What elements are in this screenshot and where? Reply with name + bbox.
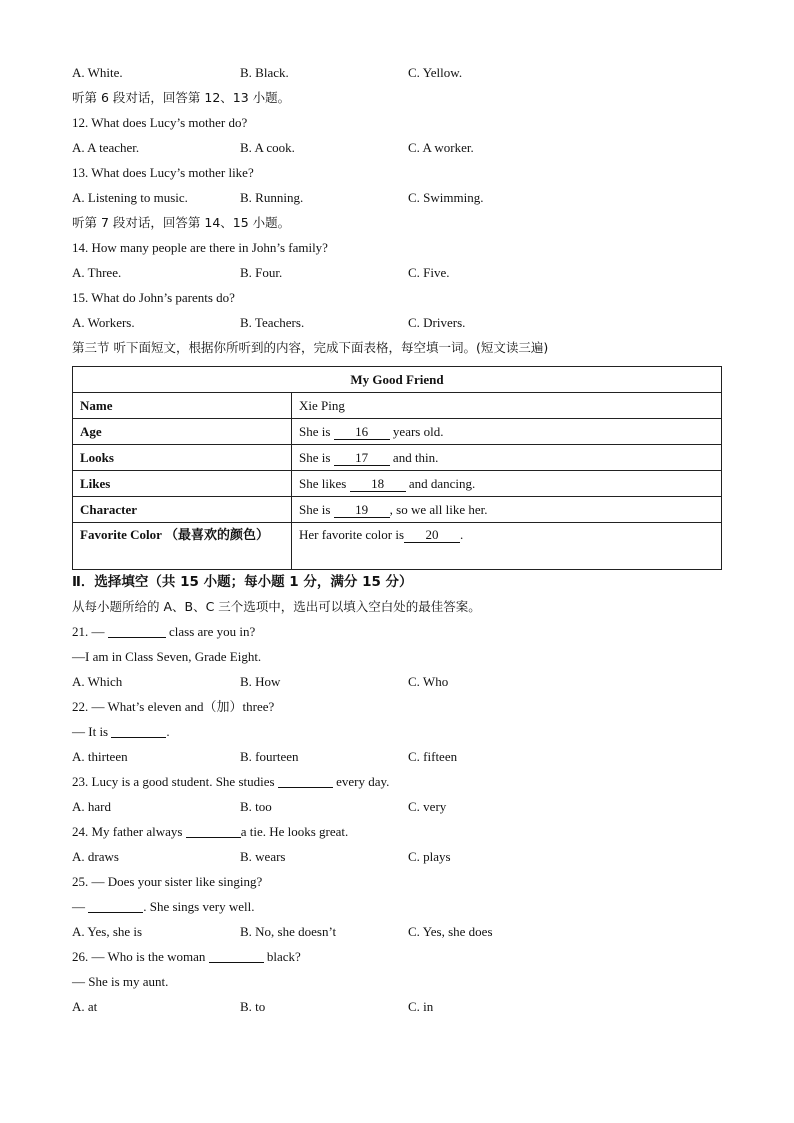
- row-value: [292, 419, 722, 445]
- option-c[interactable]: C. Swimming.: [408, 190, 484, 205]
- option-b[interactable]: B. Teachers.: [240, 315, 305, 330]
- option-c[interactable]: C. very: [408, 799, 447, 814]
- q26-options: [72, 998, 722, 1023]
- q13-text: 13. What does Lucy’s mother like?: [72, 165, 254, 180]
- row-text-post: and thin.: [389, 449, 439, 465]
- option-a[interactable]: A. Workers.: [72, 315, 135, 330]
- q15-text: 15. What do John’s parents do?: [72, 290, 235, 305]
- answer-blank[interactable]: [186, 823, 241, 838]
- option-a[interactable]: A. Yes, she is: [72, 924, 143, 939]
- row-text-pre: She is: [299, 501, 334, 517]
- section3-instruction: 第三节 听下面短文，根据你所听到的内容，完成下面表格，每空填一词。(短文读三遍): [72, 340, 549, 355]
- section2-title: Ⅱ．选择填空（共 15 小题；每小题 1 分，满分 15 分）: [72, 574, 413, 590]
- option-c[interactable]: C. Drivers.: [408, 315, 466, 330]
- row-text-pre: Her favorite color is: [299, 527, 405, 542]
- option-c[interactable]: C. Yes, she does: [408, 924, 493, 939]
- q12-text: 12. What does Lucy’s mother do?: [72, 115, 248, 130]
- q22-line2-pre: — It is: [72, 724, 112, 739]
- blank-20[interactable]: 20: [404, 528, 460, 543]
- option-a[interactable]: A. at: [72, 999, 98, 1014]
- table-row: [73, 471, 722, 497]
- q23-pre: 23. Lucy is a good student. She studies: [72, 774, 278, 789]
- q25-line2-pre: —: [72, 899, 89, 914]
- option-b[interactable]: B. to: [240, 999, 266, 1014]
- option-a[interactable]: A. Listening to music.: [72, 190, 188, 205]
- q25-line2-post: . She sings very well.: [143, 899, 255, 914]
- row-label: Character: [73, 497, 292, 523]
- q26-pre: 26. — Who is the woman: [72, 949, 209, 964]
- table-row: [73, 523, 722, 570]
- option-b[interactable]: B. Black.: [240, 65, 289, 80]
- option-c[interactable]: C. A worker.: [408, 140, 474, 155]
- row-text: Xie Ping: [299, 397, 345, 413]
- row-label: Looks: [73, 445, 292, 471]
- option-a[interactable]: A. White.: [72, 65, 123, 80]
- q24-text: [72, 823, 722, 848]
- blank-19[interactable]: 19: [334, 503, 390, 518]
- row-value: [292, 393, 722, 419]
- q25-options: [72, 923, 722, 948]
- section2-instruction: 从每小题所给的 A、B、C 三个选项中，选出可以填入空白处的最佳答案。: [72, 599, 481, 614]
- q11-options: [72, 64, 722, 89]
- row-text-pre: She is: [299, 423, 334, 439]
- q21-post: class are you in?: [165, 624, 256, 639]
- q15-options: [72, 314, 722, 339]
- row-text-pre: She is: [299, 449, 334, 465]
- answer-blank[interactable]: [88, 898, 143, 913]
- row-label: Age: [73, 419, 292, 445]
- dialog7-instruction: 听第 7 段对话，回答第 14、15 小题。: [72, 215, 291, 230]
- q24-options: [72, 848, 722, 873]
- option-b[interactable]: B. wears: [240, 849, 286, 864]
- q23-post: every day.: [332, 774, 390, 789]
- option-b[interactable]: B. How: [240, 674, 281, 689]
- option-c[interactable]: C. in: [408, 999, 434, 1014]
- option-b[interactable]: B. Running.: [240, 190, 304, 205]
- option-b[interactable]: B. fourteen: [240, 749, 299, 764]
- q26-text: [72, 948, 722, 973]
- row-text-post: , so we all like her.: [389, 501, 488, 517]
- table-row: [73, 497, 722, 523]
- table-row: [73, 419, 722, 445]
- answer-blank[interactable]: [278, 773, 333, 788]
- q22-text: 22. — What’s eleven and（加）three?: [72, 699, 275, 714]
- answer-blank[interactable]: [108, 623, 166, 638]
- q25-text: 25. — Does your sister like singing?: [72, 874, 263, 889]
- q26-answer: — She is my aunt.: [72, 974, 169, 989]
- row-text-pre: She likes: [299, 475, 350, 491]
- row-text-post: .: [460, 527, 464, 542]
- good-friend-table: [72, 366, 722, 570]
- answer-blank[interactable]: [209, 948, 264, 963]
- q21-pre: 21. —: [72, 624, 108, 639]
- dialog6-instruction: 听第 6 段对话，回答第 12、13 小题。: [72, 90, 291, 105]
- table-row: [73, 445, 722, 471]
- option-c[interactable]: C. Five.: [408, 265, 450, 280]
- blank-17[interactable]: 17: [334, 451, 390, 466]
- option-a[interactable]: A. thirteen: [72, 749, 128, 764]
- q22-line2-post: .: [166, 724, 170, 739]
- option-a[interactable]: A. hard: [72, 799, 111, 814]
- q14-text: 14. How many people are there in John’s family?: [72, 240, 328, 255]
- blank-18[interactable]: 18: [350, 477, 406, 492]
- row-text-post: and dancing.: [405, 475, 476, 491]
- option-b[interactable]: B. Four.: [240, 265, 283, 280]
- row-label: Likes: [73, 471, 292, 497]
- row-value: [292, 523, 722, 570]
- q12-options: [72, 139, 722, 164]
- q24-post: a tie. He looks great.: [240, 824, 349, 839]
- q26-post: black?: [263, 949, 301, 964]
- page-content: [72, 64, 722, 1023]
- option-c[interactable]: C. Yellow.: [408, 65, 463, 80]
- q22-options: [72, 748, 722, 773]
- option-a[interactable]: A. draws: [72, 849, 119, 864]
- answer-blank[interactable]: [111, 723, 166, 738]
- option-a[interactable]: A. Three.: [72, 265, 122, 280]
- q21-options: [72, 673, 722, 698]
- q13-options: [72, 189, 722, 214]
- row-value: [292, 471, 722, 497]
- row-label: Name: [73, 393, 292, 419]
- blank-16[interactable]: 16: [334, 425, 390, 440]
- q21-answer: —I am in Class Seven, Grade Eight.: [72, 649, 262, 664]
- row-label: Favorite Color （最喜欢的颜色）: [73, 523, 292, 570]
- q21-text: [72, 623, 722, 648]
- q24-pre: 24. My father always: [72, 824, 186, 839]
- row-value: [292, 445, 722, 471]
- option-b[interactable]: B. too: [240, 799, 272, 814]
- q22-answer: [72, 723, 722, 748]
- table-title: My Good Friend: [73, 367, 722, 393]
- option-c[interactable]: C. fifteen: [408, 749, 458, 764]
- table-title-row: [73, 367, 722, 393]
- q14-options: [72, 264, 722, 289]
- row-text-post: years old.: [389, 423, 444, 439]
- option-a[interactable]: A. A teacher.: [72, 140, 140, 155]
- q23-options: [72, 798, 722, 823]
- q23-text: [72, 773, 722, 798]
- option-c[interactable]: C. plays: [408, 849, 451, 864]
- option-c[interactable]: C. Who: [408, 674, 449, 689]
- option-b[interactable]: B. A cook.: [240, 140, 295, 155]
- table-row: [73, 393, 722, 419]
- q25-answer: [72, 898, 722, 923]
- option-a[interactable]: A. Which: [72, 674, 123, 689]
- row-value: [292, 497, 722, 523]
- option-b[interactable]: B. No, she doesn’t: [240, 924, 337, 939]
